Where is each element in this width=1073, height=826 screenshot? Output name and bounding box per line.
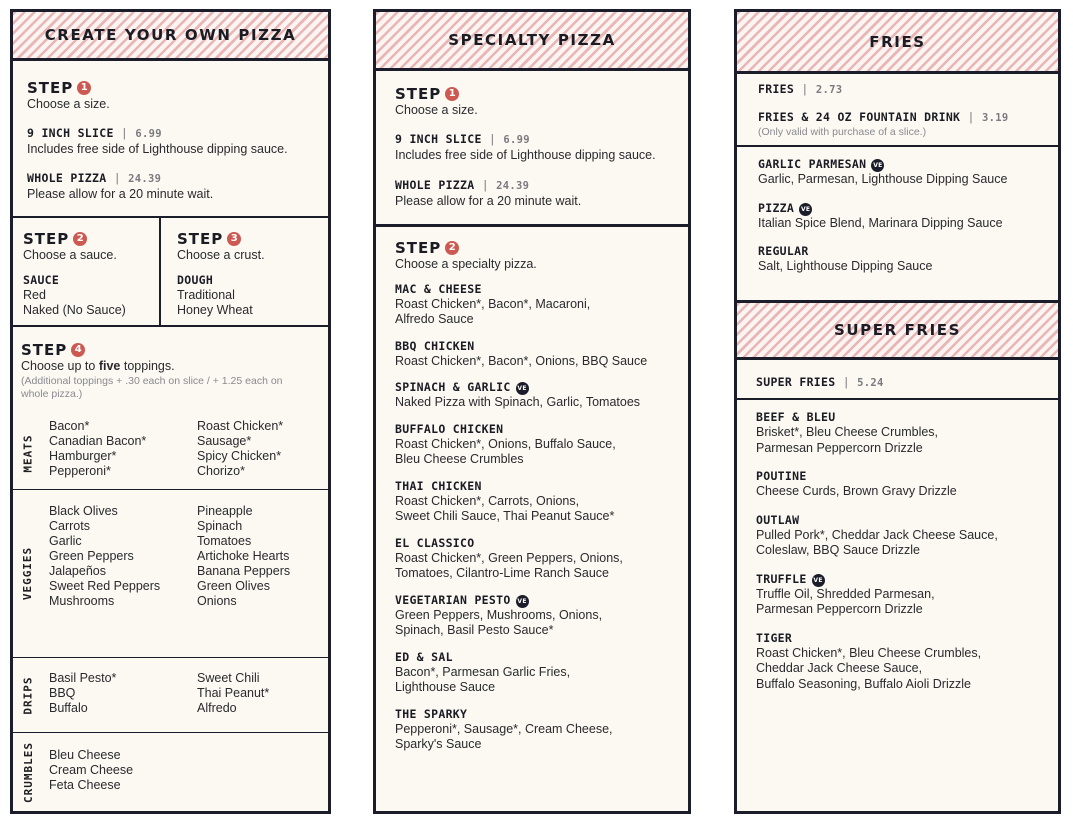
menu-item-name-row — [756, 572, 1048, 587]
topping: Banana Peppers — [197, 564, 291, 578]
size-price: 24.39 — [496, 180, 530, 192]
menu-item-name-row — [756, 513, 1048, 528]
toppings-veggies — [13, 490, 328, 657]
c1-step1-desc: Choose a size. — [27, 97, 110, 111]
step2-desc: Choose a sauce. — [23, 248, 117, 262]
size-item: 9 INCH SLICE | 6.99 Includes free side of Lighthouse dipping sauce. — [395, 132, 674, 164]
menu-item-name: OUTLAW — [756, 512, 800, 527]
topping: Thai Peanut* — [197, 686, 270, 700]
menu-item-name-row — [756, 410, 1048, 425]
topping: Carrots — [49, 519, 90, 533]
step-label: STEP — [177, 230, 224, 248]
c2-step2-section — [376, 227, 688, 753]
size-name: 9 INCH SLICE — [395, 131, 482, 146]
menu-item — [395, 422, 678, 468]
step4-desc — [21, 359, 318, 375]
menu-item-name: MAC & CHEESE — [395, 281, 482, 296]
size-item: WHOLE PIZZA | 24.39 Please allow for a 20 minute wait. — [27, 171, 314, 203]
menu-item-name: REGULAR — [758, 244, 809, 258]
specialty-pizza-panel — [373, 9, 691, 814]
create-your-own-header: CREATE YOUR OWN PIZZA — [13, 12, 328, 61]
menu-item-desc: Lighthouse Sauce — [395, 680, 496, 694]
menu-item-desc: Parmesan Peppercorn Drizzle — [756, 440, 923, 455]
size-name: WHOLE PIZZA — [27, 171, 107, 185]
topping: Black Olives — [49, 504, 118, 518]
menu-item — [756, 469, 1048, 500]
menu-item-desc: Cheese Curds, Brown Gravy Drizzle — [756, 484, 957, 498]
topping: Sweet Red Peppers — [49, 579, 161, 593]
menu-item-desc: Naked Pizza with Spinach, Garlic, Tomatoes — [395, 395, 641, 409]
category-label: MEATS — [21, 433, 35, 473]
menu-item-name: SPINACH & GARLIC — [395, 380, 511, 394]
topping: Pepperoni* — [49, 464, 111, 478]
sauce-group-label: SAUCE — [23, 272, 60, 287]
fries-varieties-section — [737, 147, 1058, 302]
specialty-pizza-list — [395, 282, 678, 753]
step-number-badge: 2 — [73, 232, 87, 246]
size-desc: Includes free side of Lighthouse dipping sauce. — [27, 141, 288, 156]
sauce-option: Red — [23, 287, 46, 302]
topping: Cream Cheese — [49, 763, 134, 777]
menu-item — [758, 244, 1048, 275]
fries-header: FRIES — [737, 12, 1058, 74]
topping: Pineapple — [197, 504, 253, 518]
menu-item — [395, 479, 678, 525]
menu-item — [756, 410, 1048, 456]
super-fries-varieties-list — [756, 410, 1048, 692]
menu-item-name: TRUFFLE — [756, 571, 807, 586]
menu-item-name-row — [758, 157, 1048, 172]
c1-step3 — [161, 218, 328, 325]
menu-item-name: PIZZA — [758, 200, 795, 215]
fries-item-price: 3.19 — [981, 112, 1009, 124]
topping: Buffalo — [49, 701, 88, 715]
size-price: 24.39 — [128, 173, 162, 185]
fries-drink-note: (Only valid with purchase of a slice.) — [758, 126, 927, 138]
menu-item-name-row — [395, 536, 678, 551]
menu-item-desc: Tomatoes, Cilantro-Lime Ranch Sauce — [395, 566, 609, 580]
menu-item-desc: Truffle Oil, Shredded Parmesan, — [756, 586, 935, 601]
fries-item-name: FRIES — [758, 82, 795, 96]
menu-item-name: BUFFALO CHICKEN — [395, 421, 504, 436]
topping: Roast Chicken* — [197, 419, 284, 433]
topping: Feta Cheese — [49, 778, 121, 792]
menu-item-name: BBQ CHICKEN — [395, 338, 475, 353]
super-fries-price: 5.24 — [857, 377, 884, 389]
dough-option: Honey Wheat — [177, 303, 253, 317]
menu-item-name-row — [395, 707, 678, 722]
menu-item — [756, 513, 1048, 559]
menu-item-name-row — [395, 422, 678, 437]
menu-item-desc: Roast Chicken*, Bleu Cheese Crumbles, — [756, 645, 982, 660]
step-label: STEP — [395, 85, 442, 103]
fries-item-name: FRIES & 24 OZ FOUNTAIN DRINK — [758, 110, 961, 124]
step-label: STEP — [23, 230, 70, 248]
super-fries-varieties-section — [737, 400, 1058, 692]
sauce-option: Naked (No Sauce) — [23, 303, 126, 317]
topping: Green Peppers — [49, 549, 134, 563]
vegetarian-badge-icon: VE — [799, 203, 812, 216]
menu-item-name-row — [395, 593, 678, 608]
topping: Spinach — [197, 519, 243, 533]
menu-item-desc: Salt, Lighthouse Dipping Sauce — [758, 259, 933, 273]
step3-desc: Choose a crust. — [177, 248, 265, 262]
step-number-badge: 1 — [77, 81, 91, 95]
menu-item-desc: Bacon*, Parmesan Garlic Fries, — [395, 664, 571, 679]
topping: Chorizo* — [197, 464, 245, 478]
create-your-own-panel — [10, 9, 331, 814]
menu-item-name: TIGER — [756, 630, 793, 645]
menu-item-name: EL CLASSICO — [395, 535, 475, 550]
menu-item-name-row — [395, 380, 678, 395]
menu-item-desc: Green Peppers, Mushrooms, Onions, — [395, 607, 603, 622]
menu-item-name: GARLIC PARMESAN — [758, 157, 867, 171]
step-number-badge: 3 — [227, 232, 241, 246]
fries-panel — [734, 9, 1061, 814]
menu-item-name: ED & SAL — [395, 649, 453, 664]
size-item: 9 INCH SLICE | 6.99 Includes free side of Lighthouse dipping sauce. — [27, 126, 314, 158]
menu-item-desc: Coleslaw, BBQ Sauce Drizzle — [756, 543, 920, 557]
step-number-badge: 1 — [445, 87, 459, 101]
menu-item-desc: Buffalo Seasoning, Buffalo Aioli Drizzle — [756, 676, 971, 691]
topping: Bacon* — [49, 419, 90, 433]
menu-item — [395, 707, 678, 753]
toppings-crumbles — [13, 733, 328, 811]
c1-step1-title — [27, 79, 314, 97]
menu-item — [758, 157, 1048, 188]
menu-item-desc: Italian Spice Blend, Marinara Dipping Sauce — [758, 215, 1003, 230]
fries-varieties-list — [758, 157, 1048, 275]
menu-item-desc: Roast Chicken*, Onions, Buffalo Sauce, — [395, 436, 616, 451]
menu-item-desc: Pepperoni*, Sausage*, Cream Cheese, — [395, 721, 613, 736]
category-label: VEGGIES — [21, 546, 35, 601]
menu-item-name-row — [758, 201, 1048, 216]
c2-step1-desc: Choose a size. — [395, 103, 478, 117]
menu-item — [758, 201, 1048, 232]
menu-item-name: BEEF & BLEU — [756, 410, 836, 424]
c1-step4-section — [13, 327, 328, 401]
dough-option: Traditional — [177, 287, 235, 302]
menu-item-desc: Sweet Chili Sauce, Thai Peanut Sauce* — [395, 509, 615, 523]
vegetarian-badge-icon: VE — [516, 382, 529, 395]
toppings-meats — [13, 416, 328, 490]
size-desc: Please allow for a 20 minute wait. — [27, 187, 214, 201]
menu-item-desc: Bleu Cheese Crumbles — [395, 452, 524, 466]
menu-item-desc: Cheddar Jack Cheese Sauce, — [756, 661, 923, 675]
menu-item-desc: Roast Chicken*, Bacon*, Macaroni, — [395, 296, 591, 311]
fries-item-price: 2.73 — [815, 84, 843, 96]
step-label: STEP — [27, 79, 74, 97]
vegetarian-badge-icon: VE — [516, 595, 529, 608]
c1-step1-section — [13, 61, 328, 218]
fries-price-section: FRIES | 2.73 FRIES & 24 OZ FOUNTAIN DRINK | 3.19 (Only valid with purchase of a slice.) — [737, 74, 1058, 147]
size-desc: Please allow for a 20 minute wait. — [395, 194, 582, 208]
vegetarian-badge-icon: VE — [871, 159, 884, 172]
menu-item-desc: Alfredo Sauce — [395, 312, 474, 326]
topping: Garlic — [49, 534, 82, 548]
toppings-drips — [13, 658, 328, 732]
menu-item — [395, 380, 678, 411]
menu-item — [395, 339, 678, 370]
menu-item — [395, 650, 678, 696]
c2-step2-desc: Choose a specialty pizza. — [395, 257, 537, 271]
step4-desc-pre: Choose up to — [21, 359, 99, 373]
topping: Sweet Chili — [197, 671, 260, 685]
step4-desc-bold: five — [98, 359, 121, 373]
menu-item-name-row — [395, 650, 678, 665]
super-fries-price-section: SUPER FRIES | 5.24 — [737, 360, 1058, 400]
step-label: STEP — [395, 239, 442, 257]
topping: Mushrooms — [49, 594, 115, 608]
c1-steps-2-3-section — [13, 218, 328, 327]
menu-item-name-row — [395, 282, 678, 297]
vegetarian-badge-icon: VE — [812, 574, 825, 587]
menu-item-name: VEGETARIAN PESTO — [395, 592, 511, 607]
menu-item-desc: Roast Chicken*, Green Peppers, Onions, — [395, 550, 623, 565]
menu-item-name-row — [395, 339, 678, 354]
size-price: 6.99 — [503, 133, 530, 146]
c1-step2 — [13, 218, 161, 325]
topping: Canadian Bacon* — [49, 434, 147, 448]
menu-item — [756, 572, 1048, 618]
menu-item-desc: Brisket*, Bleu Cheese Crumbles, — [756, 425, 939, 439]
menu-item-desc: Parmesan Peppercorn Drizzle — [756, 602, 923, 616]
menu-item-name-row — [756, 469, 1048, 484]
menu-item-name: POUTINE — [756, 469, 807, 483]
size-desc: Includes free side of Lighthouse dipping sauce. — [395, 147, 656, 162]
topping: Spicy Chicken* — [197, 449, 282, 463]
menu-item-name: THAI CHICKEN — [395, 478, 482, 493]
c2-step1-section — [376, 71, 688, 227]
size-item: WHOLE PIZZA | 24.39 Please allow for a 20 minute wait. — [395, 178, 674, 210]
menu-item-name-row — [756, 631, 1048, 646]
step-number-badge: 2 — [445, 241, 459, 255]
dough-group-label: DOUGH — [177, 272, 214, 287]
topping: Basil Pesto* — [49, 671, 117, 685]
topping: Sausage* — [197, 434, 252, 448]
menu-item-desc: Pulled Pork*, Cheddar Jack Cheese Sauce, — [756, 527, 998, 542]
step-number-badge: 4 — [71, 343, 85, 357]
topping: Hamburger* — [49, 449, 117, 463]
topping: Jalapeños — [49, 564, 106, 578]
size-name: WHOLE PIZZA — [395, 178, 475, 192]
menu-item-name-row — [395, 479, 678, 494]
menu-item-desc: Roast Chicken*, Carrots, Onions, — [395, 493, 580, 508]
menu-item — [756, 631, 1048, 693]
topping: Bleu Cheese — [49, 748, 121, 762]
topping: BBQ — [49, 686, 76, 700]
topping: Onions — [197, 594, 237, 608]
menu-item-desc: Garlic, Parmesan, Lighthouse Dipping Sauce — [758, 172, 1008, 186]
super-fries-header: SUPER FRIES — [737, 302, 1058, 360]
menu-item-desc: Roast Chicken*, Bacon*, Onions, BBQ Sauce — [395, 353, 648, 368]
category-label: CRUMBLES — [21, 741, 35, 803]
step4-desc-post: toppings. — [120, 359, 175, 373]
menu-item-name: THE SPARKY — [395, 706, 468, 721]
topping: Green Olives — [197, 579, 270, 593]
topping: Tomatoes — [197, 534, 252, 548]
topping: Alfredo — [197, 701, 237, 715]
size-name: 9 INCH SLICE — [27, 125, 114, 140]
super-fries-name: SUPER FRIES — [756, 375, 836, 389]
menu-item — [395, 536, 678, 582]
menu-item-desc: Spinach, Basil Pesto Sauce* — [395, 623, 554, 637]
menu-item-name-row — [758, 244, 1048, 259]
step4-note: (Additional toppings + .30 each on slice / + 1.25 each on whole pizza.) — [21, 374, 283, 400]
step-label: STEP — [21, 341, 68, 359]
size-price: 6.99 — [135, 127, 162, 140]
menu-item — [395, 593, 678, 639]
menu-item — [395, 282, 678, 328]
menu-item-desc: Sparky's Sauce — [395, 737, 482, 751]
specialty-pizza-header: SPECIALTY PIZZA — [376, 12, 688, 71]
category-label: DRIPS — [21, 675, 35, 715]
topping: Artichoke Hearts — [197, 549, 290, 563]
